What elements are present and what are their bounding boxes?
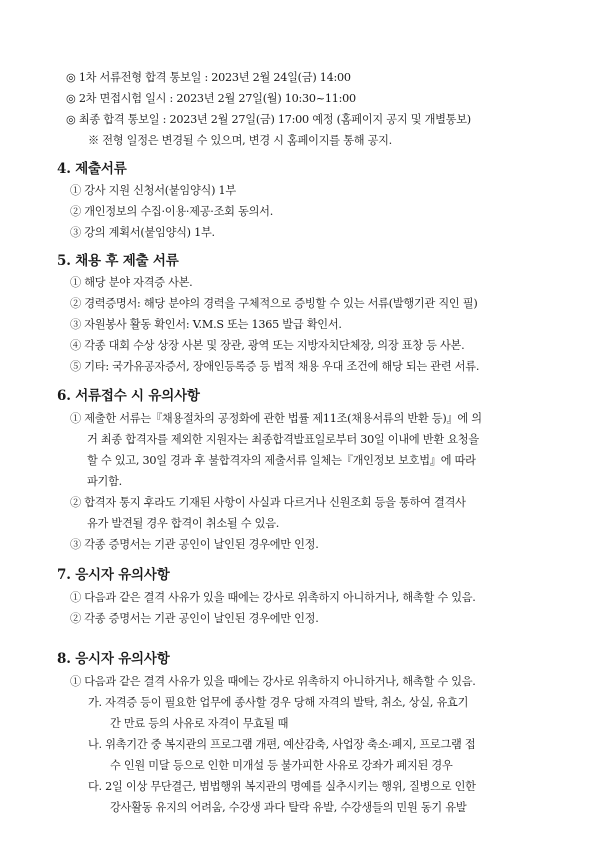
section-6-line-1: ① 제출한 서류는『채용절차의 공정화에 관한 법률 제11조(채용서류의 반환 등)』에 의	[70, 412, 482, 425]
section-8-line-7: 강사활동 유지의 어려움, 수강생 과다 탈락 유발, 수강생들의 민원 동기 유발	[110, 801, 467, 814]
section-8-line-3: 간 만료 등의 사유로 자격이 무효될 때	[110, 717, 289, 730]
section-5-item-5: ⑤ 기타: 국가유공자증서, 장애인등록증 등 법적 채용 우대 조건에 해당 되는 관련 서류.	[70, 360, 480, 373]
section-5-item-1: ① 해당 분야 자격증 사본.	[70, 276, 193, 289]
schedule-line-2: ◎ 2차 면접시험 일시 : 2023년 2월 27일(월) 10:30~11:00	[66, 92, 356, 105]
schedule-line-3: ◎ 최종 합격 통보일 : 2023년 2월 27일(금) 17:00 예정 (홈페이지 공지 및 개별통보)	[66, 113, 471, 126]
section-4-item-1: ① 강사 지원 신청서(붙임양식) 1부	[70, 184, 236, 197]
section-6-heading: 6. 서류접수 시 유의사항	[57, 388, 200, 404]
section-6-line-4: 파기함.	[87, 475, 122, 488]
section-4-heading: 4. 제출서류	[57, 161, 127, 177]
section-8-heading: 8. 응시자 유의사항	[57, 651, 170, 667]
section-7-heading: 7. 응시자 유의사항	[57, 567, 170, 583]
section-6-line-5: ② 합격자 통지 후라도 기재된 사항이 사실과 다르거나 신원조회 등을 통하여 결격사	[70, 496, 466, 509]
section-8-line-5: 수 인원 미달 등으로 인한 미개설 등 불가피한 사유로 강좌가 폐지된 경우	[110, 759, 453, 772]
section-8-line-4: 나. 위촉기간 중 복지관의 프로그램 개편, 예산감축, 사업장 축소·폐지, 프로그램 접	[88, 738, 476, 751]
schedule-line-1: ◎ 1차 서류전형 합격 통보일 : 2023년 2월 24일(금) 14:00	[66, 71, 351, 84]
schedule-note: ※ 전형 일정은 변경될 수 있으며, 변경 시 홈페이지를 통해 공지.	[88, 134, 392, 147]
section-8-line-6: 다. 2일 이상 무단결근, 범법행위 복지관의 명예를 실추시키는 행위, 질병으로 인한	[88, 780, 476, 793]
section-7-item-1: ① 다음과 같은 결격 사유가 있을 때에는 강사로 위촉하지 아니하거나, 해촉할 수 있음.	[70, 591, 476, 604]
section-6-line-3: 할 수 있고, 30일 경과 후 불합격자의 제출서류 일체는『개인정보 보호법』에 따라	[87, 454, 476, 467]
section-6-line-7: ③ 각종 증명서는 기관 공인이 날인된 경우에만 인정.	[70, 538, 319, 551]
section-6-line-2: 거 최종 합격자를 제외한 지원자는 최종합격발표일로부터 30일 이내에 반환 요청을	[87, 433, 479, 446]
section-5-item-4: ④ 각종 대회 수상 상장 사본 및 장관, 광역 또는 지방자치단체장, 의장 표창 등 사본.	[70, 339, 465, 352]
section-4-item-2: ② 개인정보의 수집·이용·제공·조회 동의서.	[70, 205, 273, 218]
section-5-heading: 5. 채용 후 제출 서류	[57, 253, 179, 269]
section-5-item-3: ③ 자원봉사 활동 확인서: V.M.S 또는 1365 발급 확인서.	[70, 318, 342, 331]
section-7-item-2: ② 각종 증명서는 기관 공인이 날인된 경우에만 인정.	[70, 612, 319, 625]
section-6-line-6: 유가 발견될 경우 합격이 취소될 수 있음.	[87, 517, 280, 530]
section-5-item-2: ② 경력증명서: 해당 분야의 경력을 구체적으로 증빙할 수 있는 서류(발행기관 직인 필)	[70, 297, 478, 310]
section-8-line-2: 가. 자격증 등이 필요한 업무에 종사할 경우 당해 자격의 발탁, 취소, 상실, 유효기	[88, 696, 469, 709]
section-4-item-3: ③ 강의 계획서(붙임양식) 1부.	[70, 226, 215, 239]
section-8-line-1: ① 다음과 같은 결격 사유가 있을 때에는 강사로 위촉하지 아니하거나, 해촉할 수 있음.	[70, 675, 476, 688]
